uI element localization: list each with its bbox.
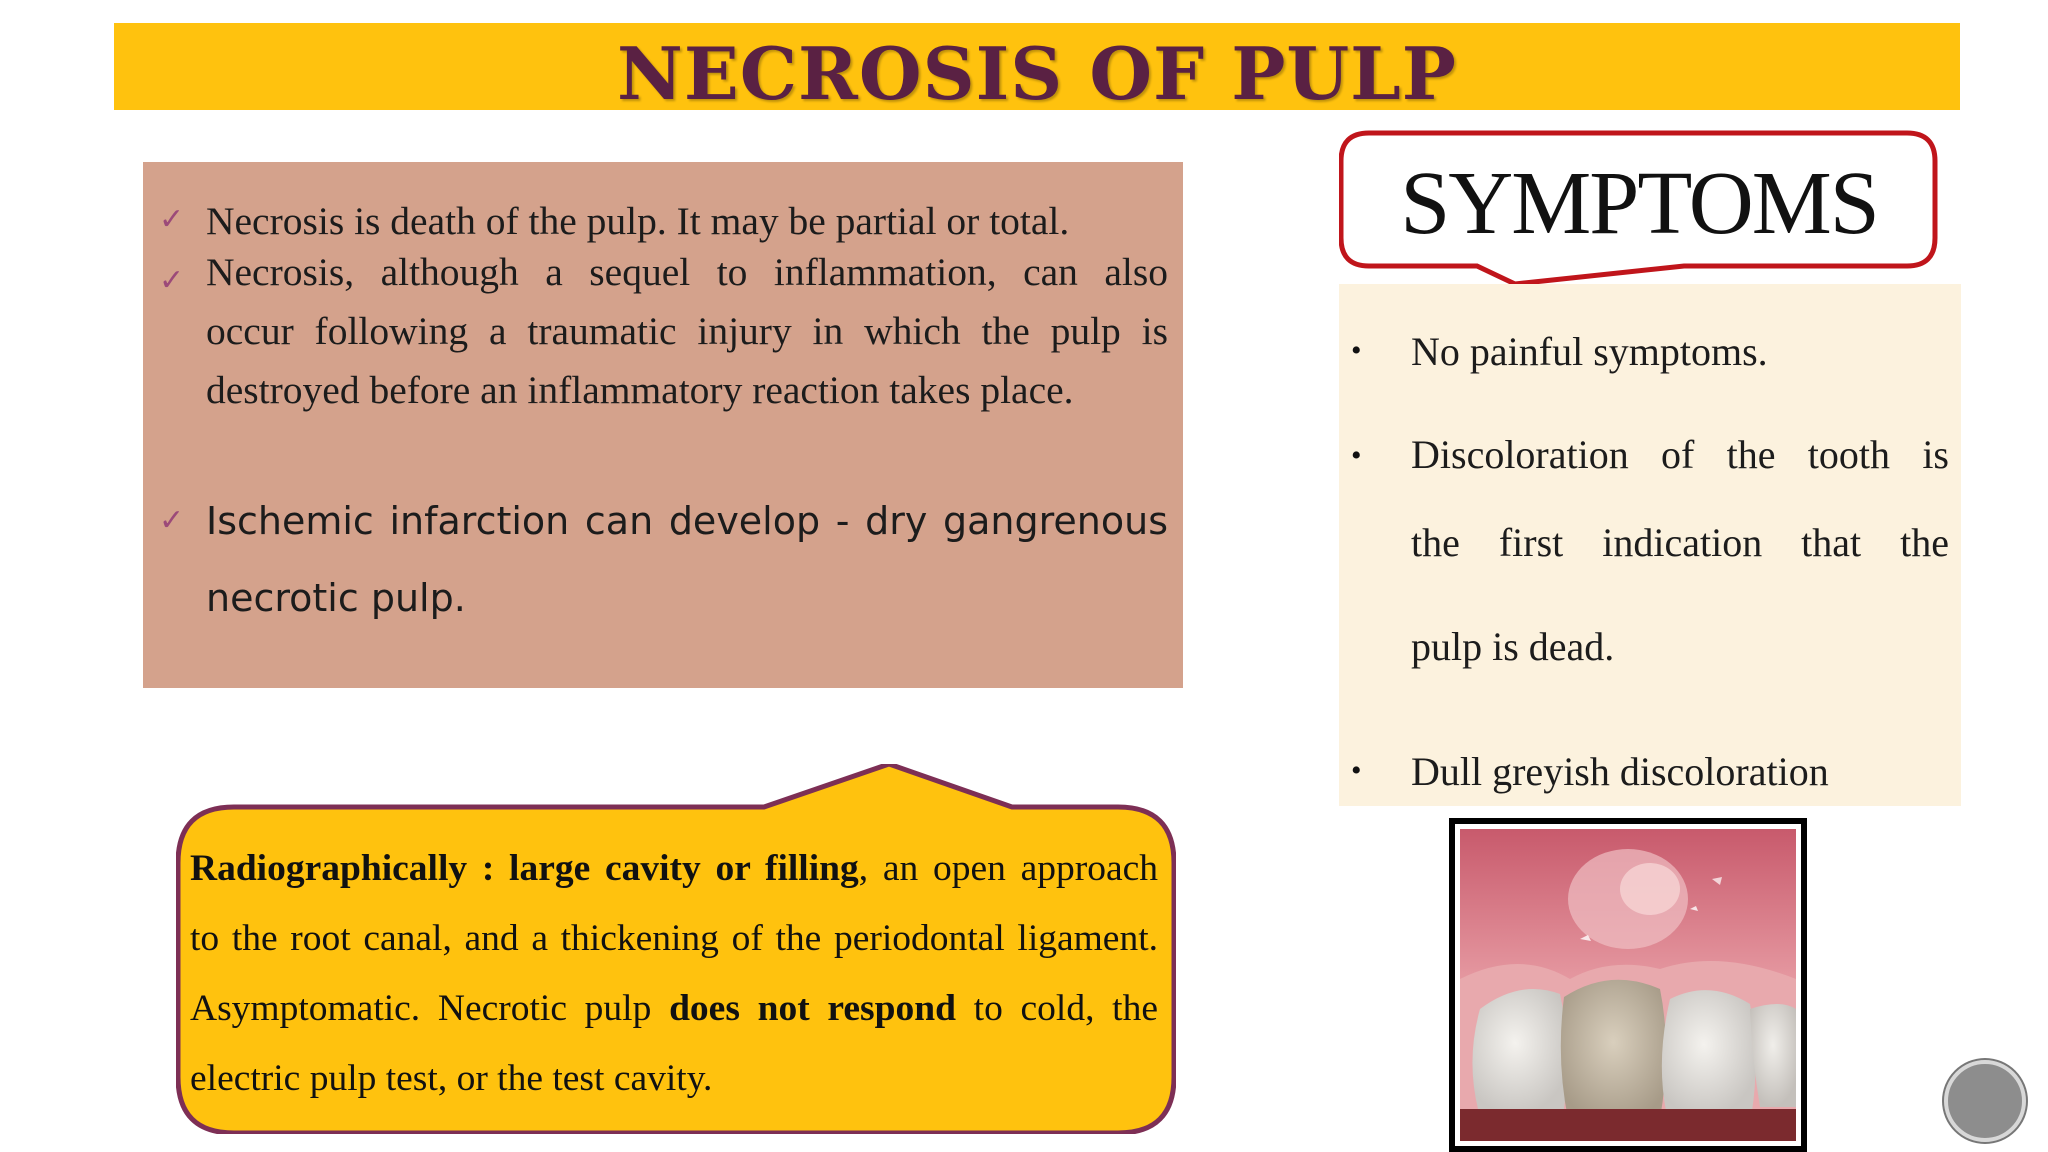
title-bar — [114, 23, 1960, 116]
symptom-line: pulp is dead. — [1411, 624, 1615, 669]
tooth-photo-frame — [1449, 818, 1807, 1152]
callout-line-1: Radiographically : large cavity or filling, an open approach — [190, 848, 1158, 889]
definition-box — [143, 162, 1183, 688]
symptom-line: Dull greyish discoloration — [1411, 749, 1829, 794]
callout-emphasis: Radiographically : large cavity or filling — [190, 848, 859, 889]
symptoms-heading: SYMPTOMS — [1400, 154, 1878, 253]
check-icon: ✓ — [159, 504, 185, 537]
check-icon: ✓ — [159, 264, 185, 297]
definition-line: Necrosis, although a sequel to inflammation, can also — [206, 250, 1168, 294]
radiographic-callout — [176, 764, 1176, 1134]
definition-line: destroyed before an inflammatory reaction takes place. — [206, 368, 1074, 412]
bullet-icon: • — [1351, 334, 1362, 367]
definition-line: occur following a traumatic injury in which the pulp is — [206, 309, 1168, 353]
tooth-discoloration-photo — [1460, 829, 1796, 1141]
symptom-line: Discoloration of the tooth is — [1411, 432, 1949, 477]
symptom-item-3 — [1411, 748, 1949, 795]
bullet-icon: • — [1351, 754, 1362, 787]
callout-line-2: to the root canal, and a thickening of the periodontal ligament. — [190, 918, 1158, 959]
definition-line: Ischemic infarction can develop - dry gangrenous — [206, 499, 1168, 543]
check-icon: ✓ — [159, 203, 185, 236]
symptom-item-2 — [1411, 432, 1949, 670]
symptom-line: the first indication that the — [1411, 520, 1949, 565]
callout-emphasis: does not respond — [669, 988, 956, 1029]
slide-nav-circle-icon[interactable] — [1944, 1060, 2026, 1142]
symptoms-panel — [1339, 284, 1961, 806]
bullet-icon: • — [1351, 439, 1362, 472]
definition-line: Necrosis is death of the pulp. It may be partial or total. — [206, 199, 1070, 243]
symptom-line: No painful symptoms. — [1411, 329, 1768, 374]
symptom-item-1 — [1411, 328, 1949, 375]
definition-line: necrotic pulp. — [206, 576, 466, 620]
callout-line-3: Asymptomatic. Necrotic pulp does not respond to cold, the — [190, 988, 1158, 1029]
callout-line-4: electric pulp test, or the test cavity. — [190, 1058, 713, 1099]
symptoms-heading-box — [1339, 130, 1939, 285]
slide-title: NECROSIS OF PULP — [617, 31, 1457, 116]
tooth-photo-illustration — [1460, 829, 1796, 1141]
